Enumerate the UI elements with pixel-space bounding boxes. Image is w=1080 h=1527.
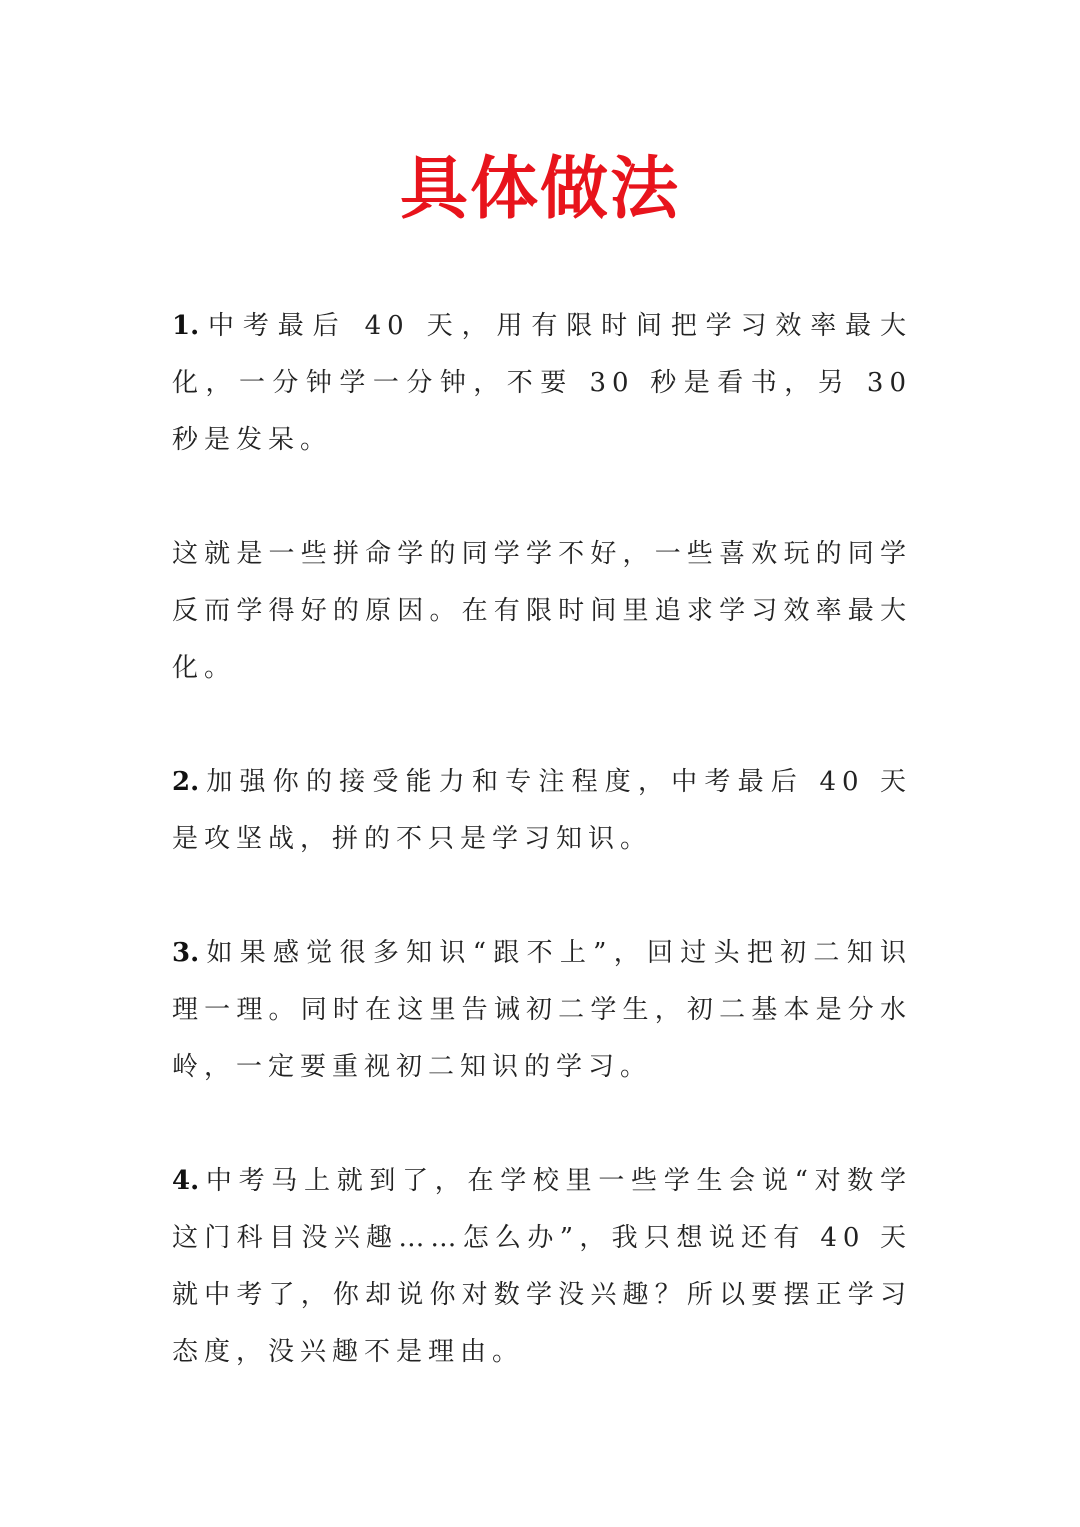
paragraph-text: 中考马上就到了，在学校里一些学生会说“对数学这门科目没兴趣……怎么办”，我只想说还有 40 天就中考了，你却说你对数学没兴趣？所以要摆正学习态度，没兴趣不是理由。 <box>172 1166 912 1367</box>
paragraph-text: 中考最后 40 天，用有限时间把学习效率最大化，一分钟学一分钟，不要 30 秒是看书，另 30 秒是发呆。 <box>172 311 912 455</box>
paragraph-text: 如果感觉很多知识“跟不上”，回过头把初二知识理一理。同时在这里告诫初二学生，初二基本是分水岭，一定要重视初二知识的学习。 <box>172 938 912 1082</box>
article-body <box>172 298 912 1438</box>
paragraph-number: 3. <box>172 938 200 968</box>
paragraph-number: 1. <box>172 311 200 341</box>
paragraph-number: 4. <box>172 1166 200 1196</box>
paragraph-1 <box>172 298 912 469</box>
paragraph-2 <box>172 526 912 697</box>
page-title: 具体做法 <box>399 149 680 229</box>
paragraph-text: 加强你的接受能力和专注程度，中考最后 40 天是攻坚战，拼的不只是学习知识。 <box>172 767 912 854</box>
paragraph-text: 这就是一些拼命学的同学学不好，一些喜欢玩的同学反而学得好的原因。在有限时间里追求学习效率最大化。 <box>172 539 912 683</box>
paragraph-5 <box>172 1153 912 1381</box>
paragraph-3 <box>172 754 912 868</box>
paragraph-number: 2. <box>172 767 200 797</box>
paragraph-4 <box>172 925 912 1096</box>
